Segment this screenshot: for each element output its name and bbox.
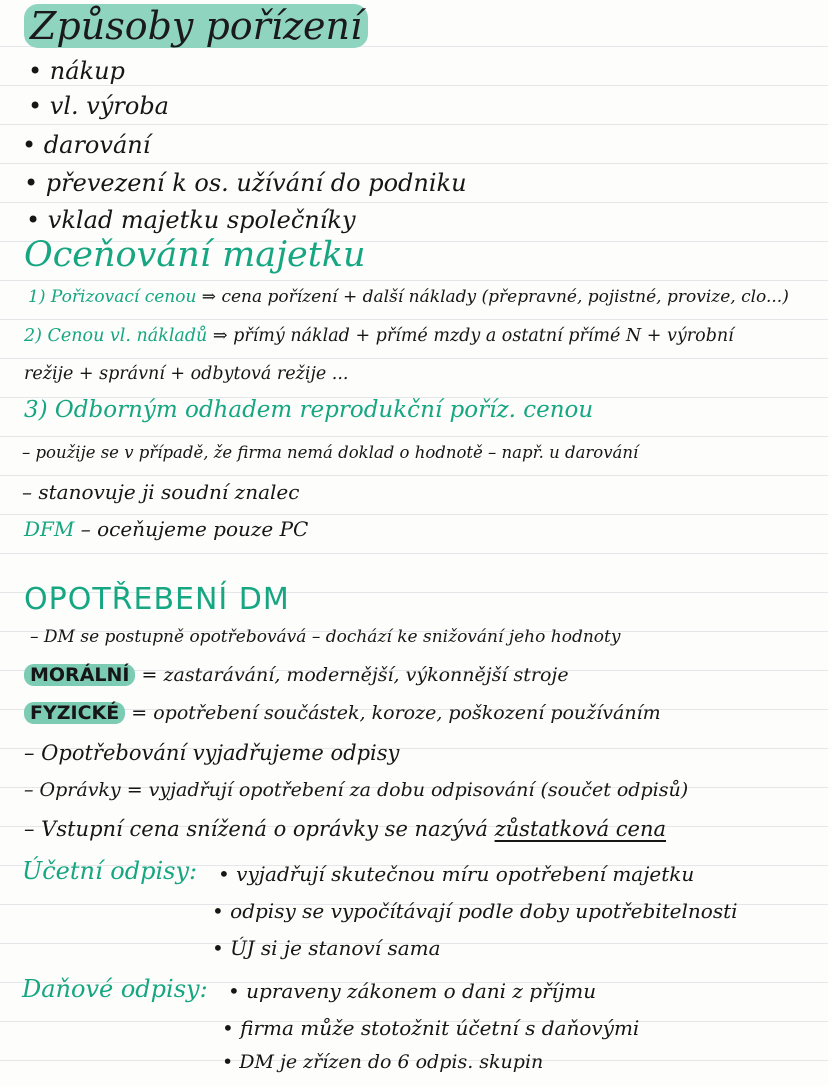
list-item: • DM je zřízen do 6 odpis. skupin [222,1051,544,1073]
moralni-text: = zastarávání, modernější, výkonnější stroje [135,664,569,686]
list-item: • darování [22,131,151,159]
method-1-text: ⇒ cena pořízení + další náklady (přepravné, pojistné, provize, clo...) [196,287,789,307]
list-item: • vklad majetku společníky [26,206,356,234]
fyzicke-label: FYZICKÉ [24,702,125,724]
section-title-opotrebeni: OPOTŘEBENÍ DM [24,582,290,617]
dfm-note [24,518,308,540]
note-text: – Vstupní cena snížená o oprávky se nazývá [24,817,495,841]
method-1 [28,288,789,307]
method-2-label: 2) Cenou vl. nákladů [24,326,208,346]
list-item: • vl. výroba [28,92,169,120]
method-1-label: 1) Pořizovací cenou [28,287,197,307]
list-item: • vyjadřují skutečnou míru opotřebení majetku [218,862,695,886]
method-2-continuation: režije + správní + odbytová režije ... [24,364,349,384]
list-item: • upraveny zákonem o dani z příjmu [228,979,597,1003]
moralni-label: MORÁLNÍ [24,664,135,686]
list-item: • ÚJ si je stanoví sama [212,936,441,960]
note-line [24,818,666,841]
fyzicke-row [24,703,661,724]
list-item: • firma může stotožnit účetní s daňovými [222,1016,640,1040]
note-line: – Opotřebování vyjadřujeme odpisy [24,741,400,765]
method-2 [24,327,734,346]
method-3-label: 3) Odborným odhadem reprodukční poříz. cenou [24,397,594,423]
ucetni-label: Účetní odpisy: [22,857,198,885]
fyzicke-text: = opotřebení součástek, koroze, poškození používáním [125,702,661,724]
method-3-note: – stanovuje ji soudní znalec [22,480,300,504]
list-item: • převezení k os. užívání do podniku [24,169,467,197]
section-title-ocenovani: Oceňování majetku [24,235,366,275]
method-2-text: ⇒ přímý náklad + přímé mzdy a ostatní přímé N + výrobní [207,326,734,346]
moralni-row [24,665,569,686]
danove-label: Daňové odpisy: [22,975,208,1003]
intro-text: – DM se postupně opotřebovává – dochází ke snižování jeho hodnoty [30,627,621,647]
list-item: • odpisy se vypočítávají podle doby upotřebitelnosti [212,899,738,923]
underlined-term: zůstatková cena [494,817,667,841]
dfm-label: DFM [24,517,75,541]
method-3-note: – použije se v případě, že firma nemá doklad o hodnotě – např. u darování [22,443,639,462]
list-item: • nákup [28,57,125,85]
dfm-text: – oceňujeme pouze PC [74,517,309,541]
section-title-zpusoby [24,6,368,48]
highlighted-title: Způsoby pořízení [24,4,368,48]
note-line: – Oprávky = vyjadřují opotřebení za dobu odpisování (součet odpisů) [24,779,689,801]
